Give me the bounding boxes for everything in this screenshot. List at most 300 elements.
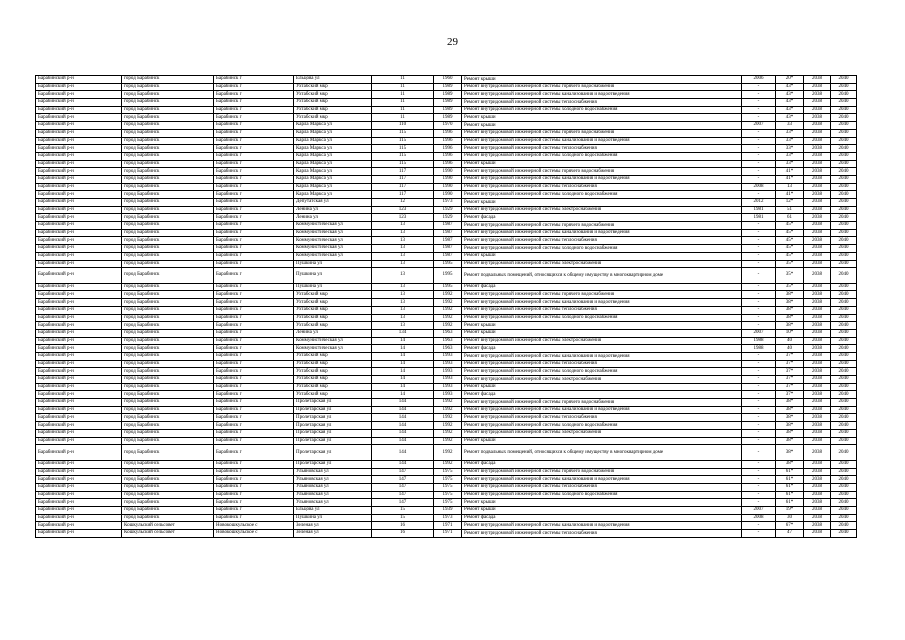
street-cell: Ухтабский мкр xyxy=(294,368,372,376)
work-type-cell: Ремонт подвальных помещений, относящихся к общему имуществу в многоквартирном доме xyxy=(462,445,742,461)
district-cell: Барабинский р-н xyxy=(36,283,122,291)
table-row xyxy=(36,314,857,322)
house-number-cell: 117 xyxy=(372,183,434,191)
last-repair-year-cell: - xyxy=(742,229,776,237)
plan-end-cell: 2040 xyxy=(831,437,857,445)
work-type-cell: Ремонт внутридомовой инженерной системы электроснабжения xyxy=(462,260,742,268)
wear-cell: 41* xyxy=(776,191,804,199)
table-row xyxy=(36,206,857,214)
municipality-cell: город Барабинск xyxy=(122,429,214,437)
table-row xyxy=(36,106,857,114)
plan-end-cell: 2040 xyxy=(831,268,857,284)
work-type-cell: Ремонт внутридомовой инженерной системы теплоснабжения xyxy=(462,306,742,314)
wear-cell: 30 xyxy=(776,514,804,522)
house-number-cell: 115 xyxy=(372,137,434,145)
street-cell: Коммунистическая ул xyxy=(294,237,372,245)
house-number-cell: 14 xyxy=(372,383,434,391)
work-type-cell: Ремонт внутридомовой инженерной системы канализования и водоотведения xyxy=(462,522,742,530)
locality-cell: Барабинск г xyxy=(214,137,294,145)
plan-end-cell: 2040 xyxy=(831,460,857,468)
wear-cell: 47 xyxy=(776,530,804,538)
plan-end-cell: 2040 xyxy=(831,229,857,237)
district-cell: Барабинский р-н xyxy=(36,506,122,514)
municipality-cell: город Барабинск xyxy=(122,129,214,137)
municipality-cell: город Барабинск xyxy=(122,514,214,522)
work-type-cell: Ремонт внутридомовой инженерной системы канализования и водоотведения xyxy=(462,175,742,183)
district-cell: Барабинский р-н xyxy=(36,106,122,114)
build-year-cell: 1989 xyxy=(434,114,462,122)
wear-cell: 20* xyxy=(776,76,804,84)
build-year-cell: 1992 xyxy=(434,399,462,407)
locality-cell: Барабинск г xyxy=(214,283,294,291)
house-number-cell: 13 xyxy=(372,299,434,307)
build-year-cell: 1996 xyxy=(434,129,462,137)
plan-end-cell: 2040 xyxy=(831,191,857,199)
table-row xyxy=(36,422,857,430)
work-type-cell: Ремонт внутридомовой инженерной системы канализования и водоотведения xyxy=(462,299,742,307)
work-type-cell: Ремонт внутридомовой инженерной системы горячего водоснабжения xyxy=(462,222,742,230)
work-type-cell: Ремонт крыши xyxy=(462,499,742,507)
street-cell: Пролетарская ул xyxy=(294,429,372,437)
last-repair-year-cell: - xyxy=(742,91,776,99)
build-year-cell: 1963 xyxy=(434,345,462,353)
house-number-cell: 13 xyxy=(372,245,434,253)
house-number-cell: 16 xyxy=(372,522,434,530)
municipality-cell: город Барабинск xyxy=(122,91,214,99)
work-type-cell: Ремонт внутридомовой инженерной системы холодного водоснабжения xyxy=(462,245,742,253)
street-cell: Ухтабский мкр xyxy=(294,383,372,391)
municipality-cell: город Барабинск xyxy=(122,376,214,384)
table-row xyxy=(36,376,857,384)
last-repair-year-cell: 1981 xyxy=(742,214,776,222)
plan-end-cell: 2040 xyxy=(831,152,857,160)
house-number-cell: 11 xyxy=(372,83,434,91)
last-repair-year-cell: - xyxy=(742,222,776,230)
plan-start-cell: 2038 xyxy=(804,360,831,368)
plan-end-cell: 2040 xyxy=(831,99,857,107)
house-number-cell: 13 xyxy=(372,291,434,299)
work-type-cell: Ремонт внутридомовой инженерной системы теплоснабжения xyxy=(462,183,742,191)
house-number-cell: 115 xyxy=(372,160,434,168)
build-year-cell: 1993 xyxy=(434,360,462,368)
locality-cell: Барабинск г xyxy=(214,329,294,337)
build-year-cell: 1992 xyxy=(434,429,462,437)
work-type-cell: Ремонт крыши xyxy=(462,252,742,260)
district-cell: Барабинский р-н xyxy=(36,237,122,245)
district-cell: Барабинский р-н xyxy=(36,122,122,130)
work-type-cell: Ремонт внутридомовой инженерной системы канализования и водоотведения xyxy=(462,352,742,360)
work-type-cell: Ремонт крыши xyxy=(462,114,742,122)
street-cell: Зеленая ул xyxy=(294,522,372,530)
plan-start-cell: 2038 xyxy=(804,445,831,461)
district-cell: Барабинский р-н xyxy=(36,437,122,445)
district-cell: Барабинский р-н xyxy=(36,391,122,399)
house-number-cell: 115 xyxy=(372,145,434,153)
house-number-cell: 147 xyxy=(372,491,434,499)
plan-start-cell: 2038 xyxy=(804,514,831,522)
district-cell: Барабинский р-н xyxy=(36,399,122,407)
district-cell: Барабинский р-н xyxy=(36,206,122,214)
build-year-cell: 1989 xyxy=(434,91,462,99)
plan-start-cell: 2038 xyxy=(804,368,831,376)
build-year-cell: 1987 xyxy=(434,252,462,260)
municipality-cell: город Барабинск xyxy=(122,445,214,461)
house-number-cell: 14 xyxy=(372,368,434,376)
work-type-cell: Ремонт внутридомовой инженерной системы холодного водоснабжения xyxy=(462,314,742,322)
street-cell: Пролетарская ул xyxy=(294,422,372,430)
municipality-cell: город Барабинск xyxy=(122,222,214,230)
work-type-cell: Ремонт внутридомовой инженерной системы канализования и водоотведения xyxy=(462,229,742,237)
wear-cell: 61* xyxy=(776,476,804,484)
build-year-cell: 1990 xyxy=(434,175,462,183)
build-year-cell: 1992 xyxy=(434,322,462,330)
plan-end-cell: 2040 xyxy=(831,168,857,176)
plan-start-cell: 2038 xyxy=(804,414,831,422)
district-cell: Барабинский р-н xyxy=(36,168,122,176)
locality-cell: Барабинск г xyxy=(214,460,294,468)
table-row xyxy=(36,522,857,530)
plan-end-cell: 2040 xyxy=(831,314,857,322)
locality-cell: Барабинск г xyxy=(214,152,294,160)
table-row xyxy=(36,445,857,461)
last-repair-year-cell: 1988 xyxy=(742,345,776,353)
plan-start-cell: 2038 xyxy=(804,260,831,268)
work-type-cell: Ремонт внутридомовой инженерной системы канализования и водоотведения xyxy=(462,137,742,145)
plan-end-cell: 2040 xyxy=(831,429,857,437)
district-cell: Барабинский р-н xyxy=(36,214,122,222)
work-type-cell: Ремонт внутридомовой инженерной системы электроснабжения xyxy=(462,337,742,345)
district-cell: Барабинский р-н xyxy=(36,445,122,461)
work-type-cell: Ремонт внутридомовой инженерной системы теплоснабжения xyxy=(462,483,742,491)
wear-cell: 43* xyxy=(776,106,804,114)
municipality-cell: город Барабинск xyxy=(122,483,214,491)
street-cell: Карла Маркса ул xyxy=(294,175,372,183)
last-repair-year-cell: - xyxy=(742,83,776,91)
street-cell: Ульяновская ул xyxy=(294,483,372,491)
table-row xyxy=(36,306,857,314)
work-type-cell: Ремонт внутридомовой инженерной системы канализования и водоотведения xyxy=(462,406,742,414)
work-type-cell: Ремонт подвальных помещений, относящихся к общему имуществу в многоквартирном доме xyxy=(462,268,742,284)
work-type-cell: Ремонт фасада xyxy=(462,460,742,468)
street-cell: Ухтабский мкр xyxy=(294,114,372,122)
district-cell: Барабинский р-н xyxy=(36,460,122,468)
district-cell: Барабинский р-н xyxy=(36,476,122,484)
table-row xyxy=(36,137,857,145)
district-cell: Барабинский р-н xyxy=(36,322,122,330)
municipality-cell: город Барабинск xyxy=(122,206,214,214)
plan-start-cell: 2038 xyxy=(804,406,831,414)
last-repair-year-cell: - xyxy=(742,399,776,407)
last-repair-year-cell: - xyxy=(742,260,776,268)
locality-cell: Барабинск г xyxy=(214,76,294,84)
plan-end-cell: 2040 xyxy=(831,114,857,122)
plan-start-cell: 2038 xyxy=(804,399,831,407)
street-cell: Карла Маркса ул xyxy=(294,152,372,160)
build-year-cell: 1996 xyxy=(434,160,462,168)
plan-end-cell: 2040 xyxy=(831,299,857,307)
last-repair-year-cell: - xyxy=(742,468,776,476)
last-repair-year-cell: - xyxy=(742,422,776,430)
municipality-cell: город Барабинск xyxy=(122,468,214,476)
plan-end-cell: 2040 xyxy=(831,345,857,353)
municipality-cell: город Барабинск xyxy=(122,122,214,130)
plan-start-cell: 2038 xyxy=(804,506,831,514)
street-cell: Карла Маркса ул xyxy=(294,183,372,191)
street-cell: Ухтабский мкр xyxy=(294,391,372,399)
municipality-cell: город Барабинск xyxy=(122,183,214,191)
build-year-cell: 1975 xyxy=(434,491,462,499)
house-number-cell: 147 xyxy=(372,499,434,507)
house-number-cell: 147 xyxy=(372,476,434,484)
last-repair-year-cell: - xyxy=(742,414,776,422)
work-type-cell: Ремонт крыши xyxy=(462,437,742,445)
district-cell: Барабинский р-н xyxy=(36,368,122,376)
municipality-cell: город Барабинск xyxy=(122,160,214,168)
district-cell: Барабинский р-н xyxy=(36,83,122,91)
locality-cell: Новокошкульское с xyxy=(214,522,294,530)
wear-cell: 45* xyxy=(776,229,804,237)
district-cell: Барабинский р-н xyxy=(36,406,122,414)
street-cell: Карла Маркса ул xyxy=(294,122,372,130)
street-cell: Карла Маркса ул xyxy=(294,137,372,145)
table-row xyxy=(36,114,857,122)
street-cell: Зеленая ул xyxy=(294,530,372,538)
district-cell: Барабинский р-н xyxy=(36,360,122,368)
plan-start-cell: 2038 xyxy=(804,129,831,137)
build-year-cell: 1975 xyxy=(434,499,462,507)
page-number: 29 xyxy=(447,36,458,48)
street-cell: Ленина ул xyxy=(294,214,372,222)
plan-end-cell: 2040 xyxy=(831,106,857,114)
street-cell: Ульяновская ул xyxy=(294,491,372,499)
locality-cell: Барабинск г xyxy=(214,422,294,430)
wear-cell: 37* xyxy=(776,391,804,399)
locality-cell: Барабинск г xyxy=(214,429,294,437)
house-number-cell: 144 xyxy=(372,414,434,422)
work-type-cell: Ремонт внутридомовой инженерной системы электроснабжения xyxy=(462,376,742,384)
locality-cell: Барабинск г xyxy=(214,252,294,260)
last-repair-year-cell: - xyxy=(742,306,776,314)
plan-start-cell: 2038 xyxy=(804,137,831,145)
locality-cell: Барабинск г xyxy=(214,514,294,522)
work-type-cell: Ремонт крыши xyxy=(462,506,742,514)
district-cell: Барабинский р-н xyxy=(36,137,122,145)
district-cell: Барабинский р-н xyxy=(36,175,122,183)
municipality-cell: город Барабинск xyxy=(122,406,214,414)
locality-cell: Барабинск г xyxy=(214,168,294,176)
plan-start-cell: 2038 xyxy=(804,91,831,99)
last-repair-year-cell: - xyxy=(742,237,776,245)
locality-cell: Барабинск г xyxy=(214,399,294,407)
street-cell: Карла Маркса ул xyxy=(294,129,372,137)
last-repair-year-cell: 2007 xyxy=(742,329,776,337)
plan-end-cell: 2040 xyxy=(831,206,857,214)
plan-start-cell: 2038 xyxy=(804,245,831,253)
locality-cell: Барабинск г xyxy=(214,483,294,491)
house-number-cell: 14 xyxy=(372,376,434,384)
last-repair-year-cell: 1988 xyxy=(742,337,776,345)
wear-cell: 40 xyxy=(776,337,804,345)
wear-cell: 38* xyxy=(776,306,804,314)
locality-cell: Барабинск г xyxy=(214,122,294,130)
municipality-cell: город Барабинск xyxy=(122,460,214,468)
municipality-cell: город Барабинск xyxy=(122,491,214,499)
table-row xyxy=(36,245,857,253)
street-cell: Пушкина ул xyxy=(294,283,372,291)
municipality-cell: город Барабинск xyxy=(122,291,214,299)
last-repair-year-cell: - xyxy=(742,99,776,107)
locality-cell: Барабинск г xyxy=(214,199,294,207)
wear-cell: 38* xyxy=(776,291,804,299)
street-cell: Ухтабский мкр xyxy=(294,314,372,322)
table-row xyxy=(36,191,857,199)
wear-cell: 61* xyxy=(776,491,804,499)
plan-start-cell: 2038 xyxy=(804,522,831,530)
table-row xyxy=(36,483,857,491)
municipality-cell: город Барабинск xyxy=(122,268,214,284)
house-number-cell: 15 xyxy=(372,514,434,522)
district-cell: Барабинский р-н xyxy=(36,468,122,476)
table-row xyxy=(36,337,857,345)
build-year-cell: 1987 xyxy=(434,229,462,237)
work-type-cell: Ремонт внутридомовой инженерной системы теплоснабжения xyxy=(462,414,742,422)
wear-cell: 45* xyxy=(776,237,804,245)
wear-cell: 43* xyxy=(776,99,804,107)
district-cell: Барабинский р-н xyxy=(36,306,122,314)
wear-cell: 33* xyxy=(776,160,804,168)
house-number-cell: 115 xyxy=(372,152,434,160)
street-cell: Ельцова ул xyxy=(294,506,372,514)
plan-end-cell: 2040 xyxy=(831,422,857,430)
table-row xyxy=(36,183,857,191)
plan-end-cell: 2040 xyxy=(831,522,857,530)
last-repair-year-cell: 1981 xyxy=(742,206,776,214)
plan-end-cell: 2040 xyxy=(831,483,857,491)
house-number-cell: 117 xyxy=(372,191,434,199)
last-repair-year-cell: - xyxy=(742,499,776,507)
build-year-cell: 1929 xyxy=(434,206,462,214)
house-number-cell: 144 xyxy=(372,429,434,437)
plan-start-cell: 2038 xyxy=(804,437,831,445)
house-number-cell: 11 xyxy=(372,76,434,84)
house-number-cell: 11 xyxy=(372,91,434,99)
plan-start-cell: 2038 xyxy=(804,160,831,168)
wear-cell: 38* xyxy=(776,429,804,437)
build-year-cell: 1992 xyxy=(434,414,462,422)
locality-cell: Барабинск г xyxy=(214,260,294,268)
plan-start-cell: 2038 xyxy=(804,283,831,291)
locality-cell: Барабинск г xyxy=(214,191,294,199)
work-type-cell: Ремонт внутридомовой инженерной системы горячего водоснабжения xyxy=(462,399,742,407)
build-year-cell: 1993 xyxy=(434,383,462,391)
street-cell: Пушкина ул xyxy=(294,260,372,268)
municipality-cell: город Барабинск xyxy=(122,199,214,207)
plan-start-cell: 2038 xyxy=(804,168,831,176)
plan-start-cell: 2038 xyxy=(804,291,831,299)
plan-start-cell: 2038 xyxy=(804,337,831,345)
district-cell: Барабинский р-н xyxy=(36,376,122,384)
house-number-cell: 13 xyxy=(372,237,434,245)
plan-end-cell: 2040 xyxy=(831,514,857,522)
plan-end-cell: 2040 xyxy=(831,83,857,91)
wear-cell: 40 xyxy=(776,345,804,353)
wear-cell: 43* xyxy=(776,83,804,91)
house-number-cell: 13 xyxy=(372,283,434,291)
municipality-cell: город Барабинск xyxy=(122,337,214,345)
wear-cell: 45* xyxy=(776,252,804,260)
house-number-cell: 13 xyxy=(372,252,434,260)
plan-end-cell: 2040 xyxy=(831,145,857,153)
house-number-cell: 11 xyxy=(372,99,434,107)
locality-cell: Барабинск г xyxy=(214,160,294,168)
district-cell: Барабинский р-н xyxy=(36,522,122,530)
district-cell: Барабинский р-н xyxy=(36,345,122,353)
house-number-cell: 147 xyxy=(372,468,434,476)
wear-cell: 67* xyxy=(776,522,804,530)
plan-start-cell: 2038 xyxy=(804,122,831,130)
plan-start-cell: 2038 xyxy=(804,268,831,284)
table-row xyxy=(36,99,857,107)
district-cell: Барабинский р-н xyxy=(36,99,122,107)
house-number-cell: 14 xyxy=(372,391,434,399)
build-year-cell: 1963 xyxy=(434,329,462,337)
plan-end-cell: 2040 xyxy=(831,175,857,183)
build-year-cell: 1995 xyxy=(434,268,462,284)
house-number-cell: 144 xyxy=(372,460,434,468)
last-repair-year-cell: - xyxy=(742,391,776,399)
build-year-cell: 1993 xyxy=(434,391,462,399)
work-type-cell: Ремонт крыши xyxy=(462,76,742,84)
plan-start-cell: 2038 xyxy=(804,314,831,322)
build-year-cell: 1971 xyxy=(434,530,462,538)
house-number-cell: 16 xyxy=(372,530,434,538)
build-year-cell: 1993 xyxy=(434,376,462,384)
build-year-cell: 1989 xyxy=(434,106,462,114)
municipality-cell: город Барабинск xyxy=(122,168,214,176)
district-cell: Барабинский р-н xyxy=(36,291,122,299)
table-row xyxy=(36,506,857,514)
house-number-cell: 11 xyxy=(372,114,434,122)
table-row xyxy=(36,76,857,84)
plan-end-cell: 2040 xyxy=(831,252,857,260)
plan-end-cell: 2040 xyxy=(831,499,857,507)
municipality-cell: город Барабинск xyxy=(122,383,214,391)
build-year-cell: 1992 xyxy=(434,291,462,299)
last-repair-year-cell: 2007 xyxy=(742,506,776,514)
table-row xyxy=(36,329,857,337)
table-row xyxy=(36,406,857,414)
last-repair-year-cell: - xyxy=(742,245,776,253)
table-row xyxy=(36,368,857,376)
locality-cell: Барабинск г xyxy=(214,376,294,384)
work-type-cell: Ремонт крыши xyxy=(462,329,742,337)
house-number-cell: 110 xyxy=(372,122,434,130)
work-type-cell: Ремонт фасада xyxy=(462,214,742,222)
wear-cell: 10* xyxy=(776,329,804,337)
house-number-cell: 13 xyxy=(372,314,434,322)
work-type-cell: Ремонт внутридомовой инженерной системы горячего водоснабжения xyxy=(462,129,742,137)
plan-end-cell: 2040 xyxy=(831,137,857,145)
build-year-cell: 1996 xyxy=(434,145,462,153)
locality-cell: Барабинск г xyxy=(214,314,294,322)
plan-end-cell: 2040 xyxy=(831,376,857,384)
house-number-cell: 117 xyxy=(372,168,434,176)
build-year-cell: 1929 xyxy=(434,214,462,222)
municipality-cell: город Барабинск xyxy=(122,237,214,245)
plan-end-cell: 2040 xyxy=(831,476,857,484)
work-type-cell: Ремонт внутридомовой инженерной системы теплоснабжения xyxy=(462,237,742,245)
plan-start-cell: 2038 xyxy=(804,222,831,230)
